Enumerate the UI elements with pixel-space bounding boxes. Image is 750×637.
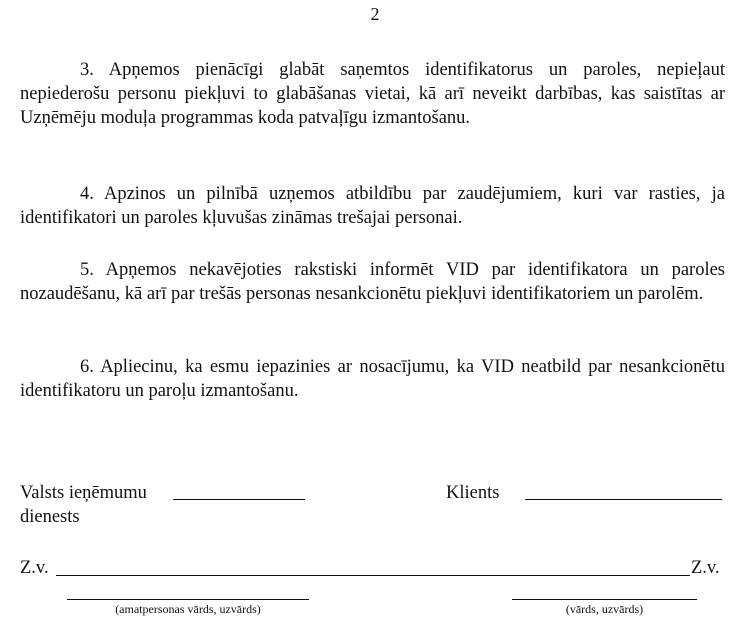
paragraph-6: 6. Apliecinu, ka esmu iepazinies ar nosacījumu, ka VID neatbild par nesankcionētu identifikatoru un paroļu izmantošanu. [20, 357, 725, 401]
paragraph-5: 5. Apņemos nekavējoties rakstiski informēt VID par identifikatora un paroles nozaudēšanu, kā arī par trešās personas nesankcionētu piekļuvi identifikatoriem un parolēm. [20, 260, 725, 304]
client-label: Klients [446, 483, 500, 503]
vid-label: Valsts ieņēmumu [20, 483, 147, 503]
client-signature-line [525, 499, 722, 500]
vid-label-line2: dienests [20, 507, 80, 527]
paragraph-3: 3. Apņemos pienācīgi glabāt saņemtos identifikatorus un paroles, nepieļaut nepiederošu personu piekļuvi to glabāšanas vietai, kā arī neveikt darbības, kas saistītas ar Uzņēmēju moduļa programmas koda patvaļīgu izmantošanu. [20, 60, 725, 128]
official-name-line [67, 599, 309, 600]
stamp-line [56, 575, 690, 576]
vid-signature-line [173, 499, 305, 500]
client-name-caption: (vārds, uzvārds) [565, 602, 644, 616]
official-name-caption: (amatpersonas vārds, uzvārds) [115, 602, 261, 616]
stamp-left: Z.v. [20, 558, 49, 578]
paragraph-4: 4. Apzinos un pilnībā uzņemos atbildību par zaudējumiem, kuri var rasties, ja identifikatori un paroles kļuvušas zināmas trešajai personai. [20, 184, 725, 228]
stamp-right: Z.v. [691, 558, 720, 578]
page-number: 2 [370, 4, 380, 24]
client-name-line [512, 599, 697, 600]
